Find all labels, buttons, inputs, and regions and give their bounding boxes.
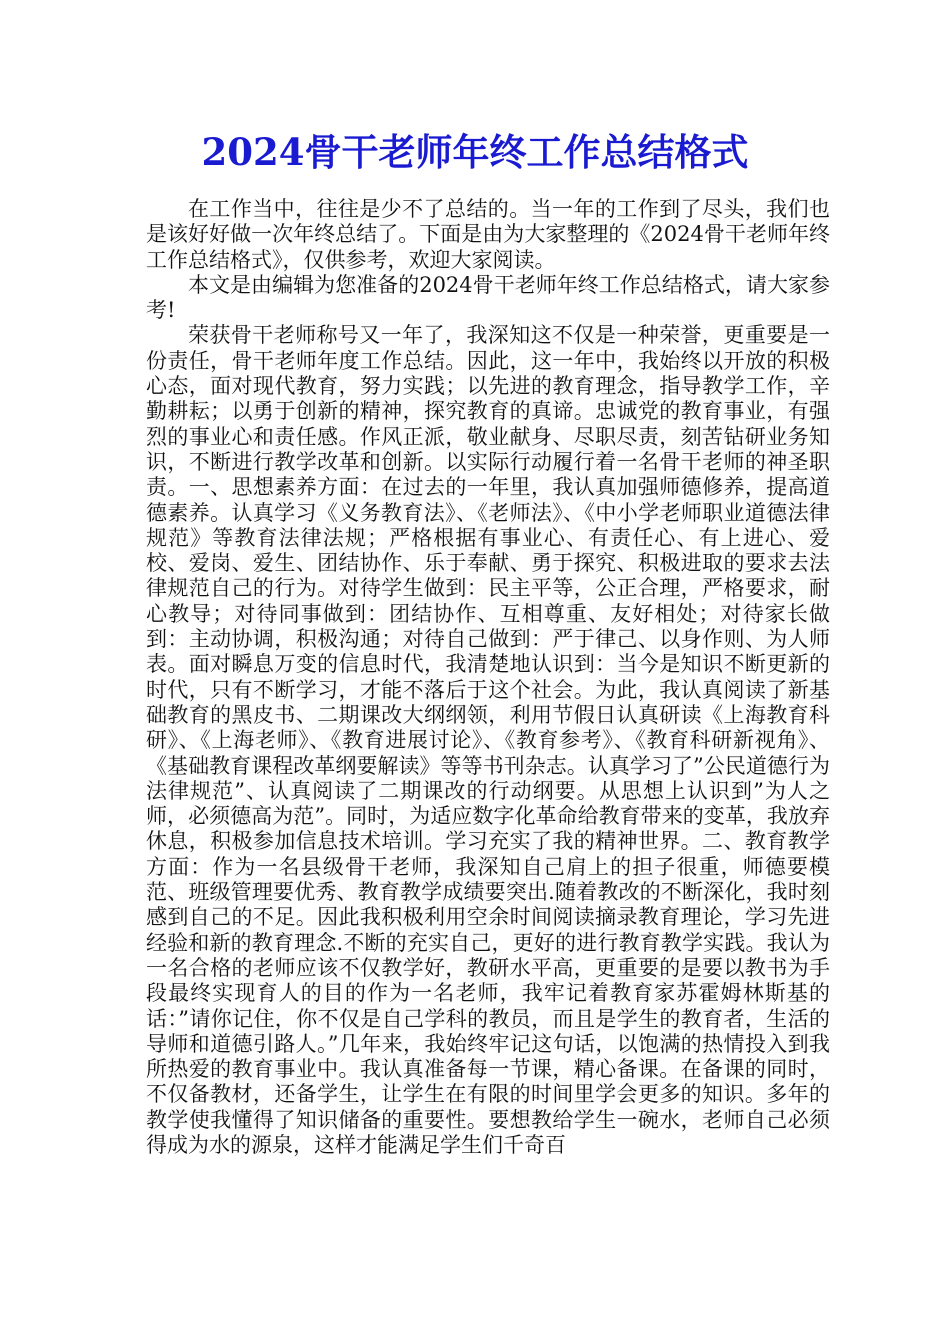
- document-title: 2024骨干老师年终工作总结格式: [201, 130, 749, 174]
- document-body: [146, 197, 830, 1158]
- paragraph-editor-note: 本文是由编辑为您准备的2024骨干老师年终工作总结格式，请大家参考!: [146, 272, 830, 323]
- paragraph-main: 荣获骨干老师称号又一年了，我深知这不仅是一种荣誉，更重要是一份责任，骨干老师年度工作总结。因此，这一年中，我始终以开放的积极心态，面对现代教育，努力实践；以先进的教育理念，指导教学工作，辛勤耕耘；以勇于创新的精神，探究教育的真谛。忠诚党的教育事业，有强烈的事业心和责任感。作风正派，敬业献身、尽职尽责，刻苦钻研业务知识，不断进行教学改革和创新。以实际行动履行着一名骨干老师的神圣职责。一、思想素养方面：在过去的一年里，我认真加强师德修养，提高道德素养。认真学习《义务教育法》、《老师法》、《中小学老师职业道德法律规范》等教育法律法规；严格根据有事业心、有责任心、有上进心、爱校、爱岗、爱生、团结协作、乐于奉献、勇于探究、积极进取的要求去法律规范自己的行为。对待学生做到：民主平等，公正合理，严格要求，耐心教导；对待同事做到：团结协作、互相尊重、友好相处；对待家长做到：主动协调，积极沟通；对待自己做到：严于律己、以身作则、为人师表。面对瞬息万变的信息时代，我清楚地认识到：当今是知识不断更新的时代，只有不断学习，才能不落后于这个社会。为此，我认真阅读了新基础教育的黑皮书、二期课改大纲纲领，利用节假日认真研读《上海教育科研》、《上海老师》、《教育进展讨论》、《教育参考》、《教育科研新视角》、《基础教育课程改革纲要解读》等等书刊杂志。认真学习了”公民道德行为法律规范”、认真阅读了二期课改的行动纲要。从思想上认识到”为人之师，必须德高为范”。同时，为适应数字化革命给教育带来的变革，我放弃休息，积极参加信息技术培训。学习充实了我的精神世界。二、教育教学方面：作为一名县级骨干老师，我深知自己肩上的担子很重，师德要模范、班级管理要优秀、教育教学成绩要突出.随着教改的不断深化，我时刻感到自己的不足。因此我积极利用空余时间阅读摘录教育理论，学习先进经验和新的教育理念.不断的充实自己，更好的进行教育教学实践。我认为一名合格的老师应该不仅教学好，教研水平高，更重要的是要以教书为手段最终实现育人的目的作为一名老师，我牢记着教育家苏霍姆林斯基的话：”请你记住，你不仅是自己学科的教员，而且是学生的教育者，生活的导师和道德引路人。”几年来，我始终牢记这句话，以饱满的热情投入到我所热爱的教育事业中。我认真准备每一节课，精心备课。在备课的同时，不仅备教材，还备学生，让学生在有限的时间里学会更多的知识。多年的教学使我懂得了知识储备的重要性。要想教给学生一碗水，老师自己必须得成为水的源泉，这样才能满足学生们千奇百: [146, 323, 830, 1157]
- paragraph-intro: 在工作当中，往往是少不了总结的。当一年的工作到了尽头，我们也是该好好做一次年终总结了。下面是由为大家整理的《2024骨干老师年终工作总结格式》，仅供参考，欢迎大家阅读。: [146, 197, 830, 272]
